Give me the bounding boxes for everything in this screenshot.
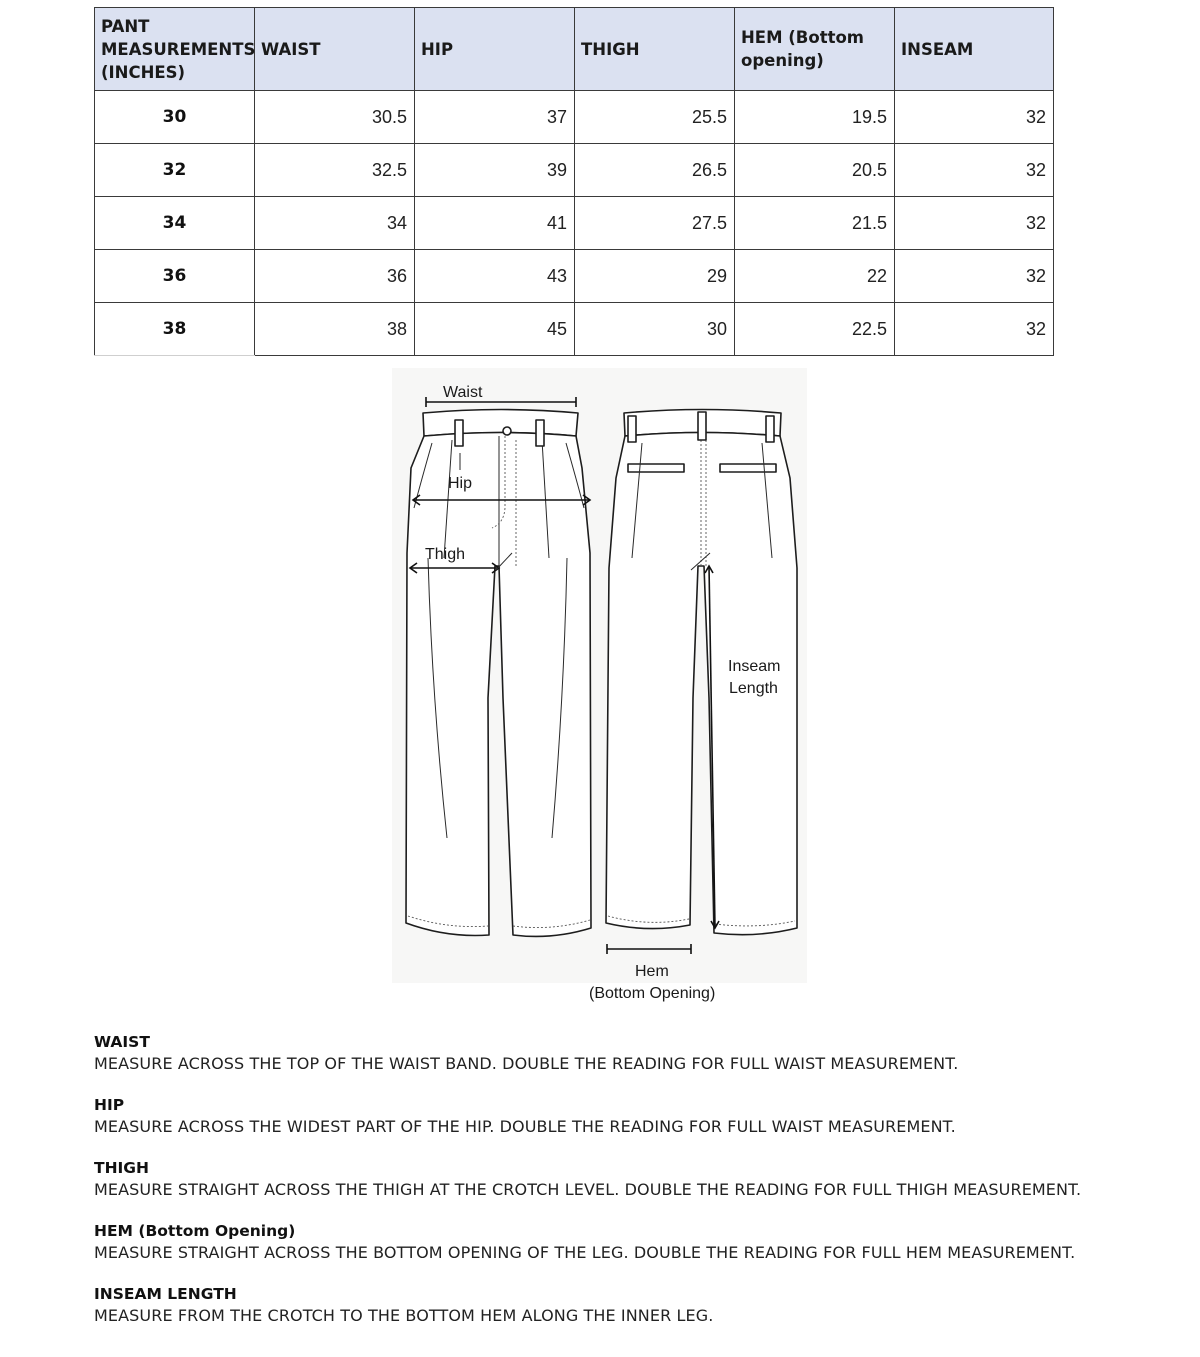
measurement-instructions xyxy=(94,1032,1154,1347)
note-title: HIP xyxy=(94,1096,125,1114)
belt-loop xyxy=(698,412,706,440)
hem-cell: 22.5 xyxy=(735,303,895,356)
table-row xyxy=(95,303,1054,356)
header-size: PANT MEASUREMENTS (INCHES) xyxy=(95,8,255,91)
waist-cell: 30.5 xyxy=(255,91,415,144)
thigh-cell: 29 xyxy=(575,250,735,303)
note-title: INSEAM LENGTH xyxy=(94,1285,237,1303)
hem-cell: 19.5 xyxy=(735,91,895,144)
table-row xyxy=(95,197,1054,250)
hip-cell: 43 xyxy=(415,250,575,303)
waist-cell: 32.5 xyxy=(255,144,415,197)
hem-cell: 21.5 xyxy=(735,197,895,250)
note-text: MEASURE ACROSS THE WIDEST PART OF THE HIP. DOUBLE THE READING FOR FULL WAIST MEASUREMENT. xyxy=(94,1117,956,1136)
table-row xyxy=(95,250,1054,303)
header-hem: HEM (Bottom opening) xyxy=(735,8,895,91)
pants-measurement-diagram xyxy=(392,368,807,1008)
inseam-cell: 32 xyxy=(895,250,1054,303)
size-chart-table xyxy=(94,7,1054,356)
inseam-cell: 32 xyxy=(895,303,1054,356)
thigh-cell: 27.5 xyxy=(575,197,735,250)
header-inseam: INSEAM xyxy=(895,8,1054,91)
header-waist: WAIST xyxy=(255,8,415,91)
table-header-row xyxy=(95,8,1054,91)
thigh-cell: 26.5 xyxy=(575,144,735,197)
back-pocket xyxy=(720,464,776,472)
waist-label: Waist xyxy=(443,384,483,401)
inseam-cell: 32 xyxy=(895,197,1054,250)
hem-cell: 20.5 xyxy=(735,144,895,197)
back-pocket xyxy=(628,464,684,472)
inseam-label-line-2: Length xyxy=(729,680,778,697)
waist-cell: 34 xyxy=(255,197,415,250)
table-row xyxy=(95,91,1054,144)
hip-cell: 37 xyxy=(415,91,575,144)
note-thigh xyxy=(94,1158,1154,1201)
hip-cell: 41 xyxy=(415,197,575,250)
note-waist xyxy=(94,1032,1154,1075)
note-hem xyxy=(94,1221,1154,1264)
hem-label-line-2: (Bottom Opening) xyxy=(589,985,716,1002)
note-text: MEASURE ACROSS THE TOP OF THE WAIST BAND. DOUBLE THE READING FOR FULL WAIST MEASUREMENT. xyxy=(94,1054,959,1073)
thigh-cell: 25.5 xyxy=(575,91,735,144)
note-hip xyxy=(94,1095,1154,1138)
note-text: MEASURE STRAIGHT ACROSS THE BOTTOM OPENING OF THE LEG. DOUBLE THE READING FOR FULL HEM MEASUREMENT. xyxy=(94,1243,1076,1262)
inseam-label-line-1: Inseam xyxy=(728,658,781,675)
hip-cell: 45 xyxy=(415,303,575,356)
note-text: MEASURE STRAIGHT ACROSS THE THIGH AT THE CROTCH LEVEL. DOUBLE THE READING FOR FULL THIGH MEASUREMENT. xyxy=(94,1180,1082,1199)
size-cell: 38 xyxy=(95,303,255,356)
waist-button xyxy=(503,427,511,435)
note-title: WAIST xyxy=(94,1033,150,1051)
hem-label-line-1: Hem xyxy=(635,963,669,980)
belt-loop xyxy=(455,420,463,446)
size-cell: 30 xyxy=(95,91,255,144)
size-cell: 36 xyxy=(95,250,255,303)
belt-loop xyxy=(628,416,636,442)
belt-loop xyxy=(766,416,774,442)
thigh-cell: 30 xyxy=(575,303,735,356)
note-text: MEASURE FROM THE CROTCH TO THE BOTTOM HEM ALONG THE INNER LEG. xyxy=(94,1306,714,1325)
size-cell: 34 xyxy=(95,197,255,250)
note-title: THIGH xyxy=(94,1159,150,1177)
inseam-cell: 32 xyxy=(895,91,1054,144)
hip-label: Hip xyxy=(448,475,473,492)
hip-cell: 39 xyxy=(415,144,575,197)
header-hip: HIP xyxy=(415,8,575,91)
size-cell: 32 xyxy=(95,144,255,197)
note-inseam xyxy=(94,1284,1154,1327)
thigh-label: Thigh xyxy=(425,546,466,563)
header-thigh: THIGH xyxy=(575,8,735,91)
inseam-cell: 32 xyxy=(895,144,1054,197)
note-title: HEM (Bottom Opening) xyxy=(94,1222,296,1240)
belt-loop xyxy=(536,420,544,446)
table-row xyxy=(95,144,1054,197)
waist-cell: 38 xyxy=(255,303,415,356)
waist-cell: 36 xyxy=(255,250,415,303)
hem-cell: 22 xyxy=(735,250,895,303)
